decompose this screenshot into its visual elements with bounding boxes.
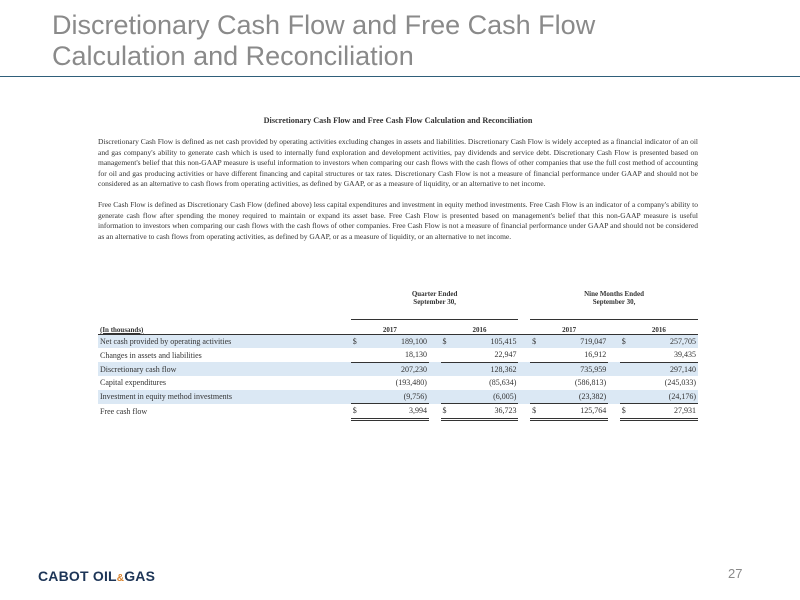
table-row xyxy=(98,390,698,404)
cell-value: 297,140 xyxy=(635,362,698,376)
year-header: 2016 xyxy=(441,320,519,335)
cell-value: 207,230 xyxy=(366,362,429,376)
cell-value: (23,382) xyxy=(546,390,609,404)
table-row xyxy=(98,362,698,376)
slide-title xyxy=(52,10,772,72)
cell-value: (9,756) xyxy=(366,390,429,404)
table-row xyxy=(98,376,698,390)
company-logo: CABOT OIL&GAS xyxy=(38,568,156,584)
paragraph-free-cash-flow: Free Cash Flow is defined as Discretionary Cash Flow (defined above) less capital expenditures and investment in equity method investments. Free Cash Flow is an indicator of a company's ability to generate cash flow after spending the money required to maintain or expand its asset base. Free Cash Flow is presented based on management's belief that this non-GAAP measure is useful information to investors when comparing our cash flows with the cash flows of other companies. Free Cash Flow is not a measure of financial performance under GAAP and should not be considered as an alternative to cash flows from operating activities, as defined by GAAP, or as a measure of liquidity, or an alternative to net income. xyxy=(98,199,698,241)
cell-value: (245,033) xyxy=(664,378,696,388)
document-heading: Discretionary Cash Flow and Free Cash Flow Calculation and Reconciliation xyxy=(263,116,533,125)
cell-value: 125,764 xyxy=(546,404,609,420)
row-label: Changes in assets and liabilities xyxy=(100,350,202,360)
document-body xyxy=(98,116,698,252)
row-label: Free cash flow xyxy=(100,406,148,416)
units-label: (In thousands) xyxy=(98,320,351,335)
title-divider xyxy=(0,76,800,77)
group-header-nine-months: Nine Months Ended September 30, xyxy=(584,290,644,306)
cell-value: 735,959 xyxy=(546,362,609,376)
row-label: Net cash provided by operating activities xyxy=(98,334,351,348)
row-label: Capital expenditures xyxy=(100,378,166,388)
row-label: Investment in equity method investments xyxy=(98,390,351,404)
cell-value: 257,705 xyxy=(635,334,698,348)
cell-value: 105,415 xyxy=(456,334,518,348)
cell-value: 189,100 xyxy=(366,334,429,348)
year-header: 2017 xyxy=(351,320,429,335)
cell-value: (193,480) xyxy=(395,378,427,388)
year-header-row xyxy=(98,320,698,335)
cell-value: 18,130 xyxy=(366,348,429,362)
cell-value: (586,813) xyxy=(574,378,607,388)
cell-value: 719,047 xyxy=(546,334,609,348)
slide-title-line1: Discretionary Cash Flow and Free Cash Flow xyxy=(52,10,596,40)
table-row xyxy=(98,348,698,362)
cell-value: 22,947 xyxy=(456,348,518,362)
table-row: Net cash provided by operating activities $ 189,100 $ 105,415 $ 719,047 $ 257,705 xyxy=(98,334,698,348)
cell-value: 36,723 xyxy=(456,404,518,420)
table-row: Free cash flow $ 3,994 $ 36,723 $ 125,764 $ 27,931 xyxy=(98,404,698,420)
cell-value: 27,931 xyxy=(635,404,698,420)
cell-value: 16,912 xyxy=(546,348,609,362)
cell-value: (85,634) xyxy=(489,378,517,388)
cell-value: 39,435 xyxy=(635,348,698,362)
cell-value: (6,005) xyxy=(456,390,518,404)
page-number: 27 xyxy=(728,566,743,581)
row-label: Discretionary cash flow xyxy=(98,362,351,376)
year-header: 2016 xyxy=(620,320,698,335)
year-header: 2017 xyxy=(530,320,608,335)
reconciliation-table xyxy=(98,290,698,421)
slide-title-line2: Calculation and Reconciliation xyxy=(52,41,414,71)
paragraph-discretionary-cash-flow: Discretionary Cash Flow is defined as net cash provided by operating activities excluding changes in assets and liabilities. Discretionary Cash Flow is widely accepted as a financial indicator of an oil and gas company's ability to generate cash which is used to internally fund exploration and development activities, pay dividends and service debt. Discretionary Cash Flow is presented based on management's belief that this non-GAAP measure is useful information to investors when comparing our cash flows with the cash flows of other companies that use the full cost method of accounting for oil and gas producing activities or have different financing and capital structures or tax rates. Discretionary Cash Flow is not a measure of financial performance under GAAP and should not be considered as an alternative to cash flows from operating activities, as defined by GAAP, or as a measure of liquidity, or an alternative to net income. xyxy=(98,137,698,189)
group-header-row xyxy=(98,290,698,306)
cell-value: 3,994 xyxy=(366,404,429,420)
cell-value: (24,176) xyxy=(635,390,698,404)
group-header-quarter: Quarter Ended September 30, xyxy=(411,290,458,306)
cell-value: 128,362 xyxy=(456,362,518,376)
